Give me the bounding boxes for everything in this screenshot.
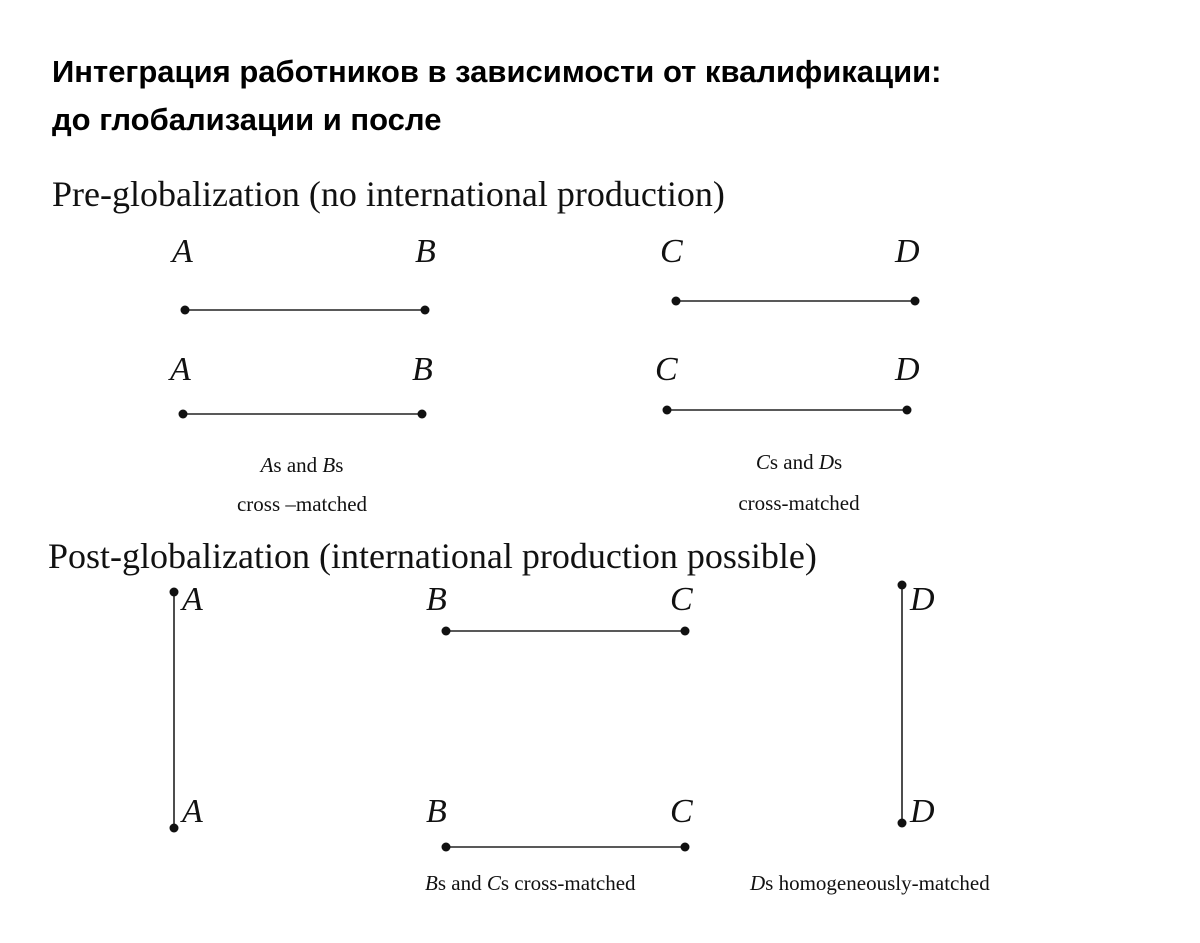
pre-row2-edge-cd [663,406,912,415]
node-dot [421,306,430,315]
caption-d-d: D [750,871,766,895]
node-dot [181,306,190,315]
node-dot [681,627,690,636]
node-dot [903,406,912,415]
pre-row1-label-c: C [660,233,683,270]
title-line-2: до глобализации и после [52,102,442,137]
caption-cd-and: s and [769,450,819,474]
caption-bc-b: B [425,871,438,895]
caption-ab-line1 [259,453,344,477]
post-edge-aa [170,588,179,833]
node-dot [170,588,179,597]
post-bottom-label-c: C [670,793,693,830]
caption-bc [425,871,636,895]
caption-d [749,871,990,895]
post-bottom-label-a: A [182,793,203,830]
caption-cd-line2: cross-matched [738,491,860,515]
node-dot [681,843,690,852]
post-top-label-d: D [910,581,935,618]
post-top-edge-bc [442,627,690,636]
caption-bc-rest: s cross-matched [500,871,636,895]
post-top-label-b: B [426,581,447,618]
pre-row1-label-d: D [895,233,920,270]
pre-globalization-heading: Pre-globalization (no international production) [52,174,725,214]
node-dot [672,297,681,306]
pre-row2-edge-ab [179,410,427,419]
caption-cd-d: D [818,450,834,474]
caption-d-rest: s homogeneously-matched [765,871,990,895]
caption-ab-s: s [335,453,344,477]
node-dot [898,819,907,828]
pre-row1-edge-cd [672,297,920,306]
node-dot [418,410,427,419]
node-dot [663,406,672,415]
caption-cd-c: C [755,450,770,474]
pre-row1-edge-ab [181,306,430,315]
post-top-label-a: A [182,581,203,618]
node-dot [442,627,451,636]
caption-ab-b: B [322,453,336,477]
caption-ab-and: s and [273,453,323,477]
caption-ab-line2: cross –matched [236,492,368,516]
post-bottom-label-b: B [426,793,447,830]
pre-row1-label-b: B [415,233,436,270]
pre-row2-label-b: B [412,351,433,388]
post-globalization-heading: Post-globalization (international production possible) [48,536,817,576]
caption-ab-a: A [260,453,274,477]
post-bottom-edge-bc [442,843,690,852]
node-dot [442,843,451,852]
pre-row1-label-a: A [172,233,193,270]
node-dot [898,581,907,590]
title-line-1: Интеграция работников в зависимости от квалификации: [52,54,942,89]
caption-bc-c: C [486,871,501,895]
post-edge-dd [898,581,907,828]
pre-row2-label-c: C [655,351,678,388]
caption-cd-s: s [834,450,843,474]
pre-row2-label-d: D [895,351,920,388]
node-dot [179,410,188,419]
caption-bc-and: s and [437,871,487,895]
post-bottom-label-d: D [910,793,935,830]
post-top-label-c: C [670,581,693,618]
pre-row2-label-a: A [170,351,191,388]
node-dot [170,824,179,833]
caption-cd-line1 [756,450,842,474]
node-dot [911,297,920,306]
